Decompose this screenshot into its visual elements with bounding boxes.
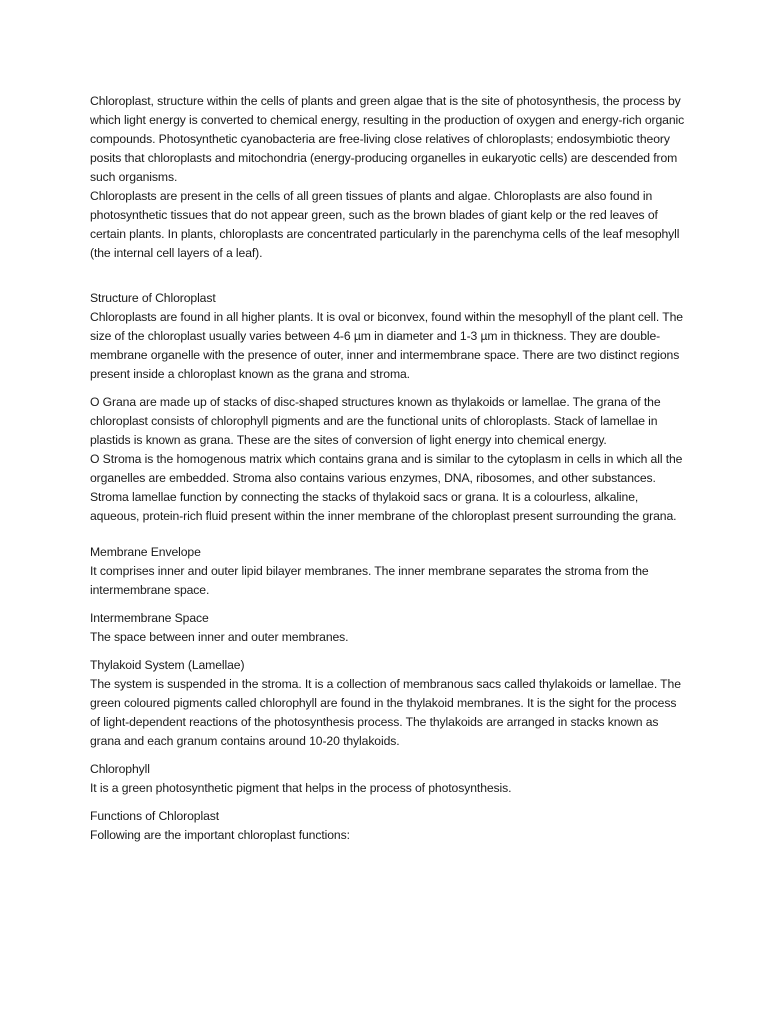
document-page: [90, 92, 688, 845]
intro-paragraph-2: Chloroplasts are present in the cells of all green tissues of plants and algae. Chloroplasts are also found in photosynthetic tissues that do not appear green, such as the brown blades of giant kelp or the red leaves of certain plants. In plants, chloroplasts are concentrated particularly in the parenchyma cells of the leaf mesophyll (the internal cell layers of a leaf).: [90, 189, 680, 260]
structure-heading: Structure of Chloroplast: [90, 291, 216, 305]
membrane-body: It comprises inner and outer lipid bilayer membranes. The inner membrane separates the stroma from the intermembrane space.: [90, 564, 649, 597]
functions-heading: Functions of Chloroplast: [90, 809, 220, 823]
intro-paragraph-1: Chloroplast, structure within the cells of plants and green algae that is the site of photosynthesis, the process by which light energy is converted to chemical energy, resulting in the production of oxygen and energy-rich organic compounds. Photosynthetic cyanobacteria are free-living close relatives of chloroplasts; endosymbiotic theory posits that chloroplasts and mitochondria (energy-producing organelles in eukaryotic cells) are descended from such organisms.: [90, 94, 685, 184]
thylakoid-heading: Thylakoid System (Lamellae): [90, 658, 245, 672]
intermembrane-heading: Intermembrane Space: [90, 611, 209, 625]
thylakoid-body: The system is suspended in the stroma. It is a collection of membranous sacs called thylakoids or lamellae. The green coloured pigments called chlorophyll are found in the thylakoid membranes. It is the sight for the process of light-dependent reactions of the photosynthesis process. The thylakoids are arranged in stacks known as grana and each granum contains around 10-20 thylakoids.: [90, 677, 681, 748]
chlorophyll-heading: Chlorophyll: [90, 762, 150, 776]
intermembrane-body: The space between inner and outer membranes.: [90, 630, 349, 644]
chlorophyll-body: It is a green photosynthetic pigment that helps in the process of photosynthesis.: [90, 781, 512, 795]
grana-paragraph: O Grana are made up of stacks of disc-shaped structures known as thylakoids or lamellae. The grana of the chloroplast consists of chlorophyll pigments and are the functional units of chloroplasts. Stack of lamellae in plastids is known as grana. These are the sites of conversion of light energy into chemical energy.: [90, 395, 661, 447]
stroma-paragraph: O Stroma is the homogenous matrix which contains grana and is similar to the cytoplasm in cells in which all the organelles are embedded. Stroma also contains various enzymes, DNA, ribosomes, and other substances. Stroma lamellae function by connecting the stacks of thylakoid sacs or grana. It is a colourless, alkaline, aqueous, protein-rich fluid present within the inner membrane of the chloroplast present surrounding the grana.: [90, 452, 683, 523]
functions-body: Following are the important chloroplast functions:: [90, 828, 350, 842]
membrane-heading: Membrane Envelope: [90, 545, 201, 559]
structure-body: Chloroplasts are found in all higher plants. It is oval or biconvex, found within the mesophyll of the plant cell. The size of the chloroplast usually varies between 4-6 µm in diameter and 1-3 µm in thickness. They are double-membrane organelle with the presence of outer, inner and intermembrane space. There are two distinct regions present inside a chloroplast known as the grana and stroma.: [90, 310, 683, 381]
